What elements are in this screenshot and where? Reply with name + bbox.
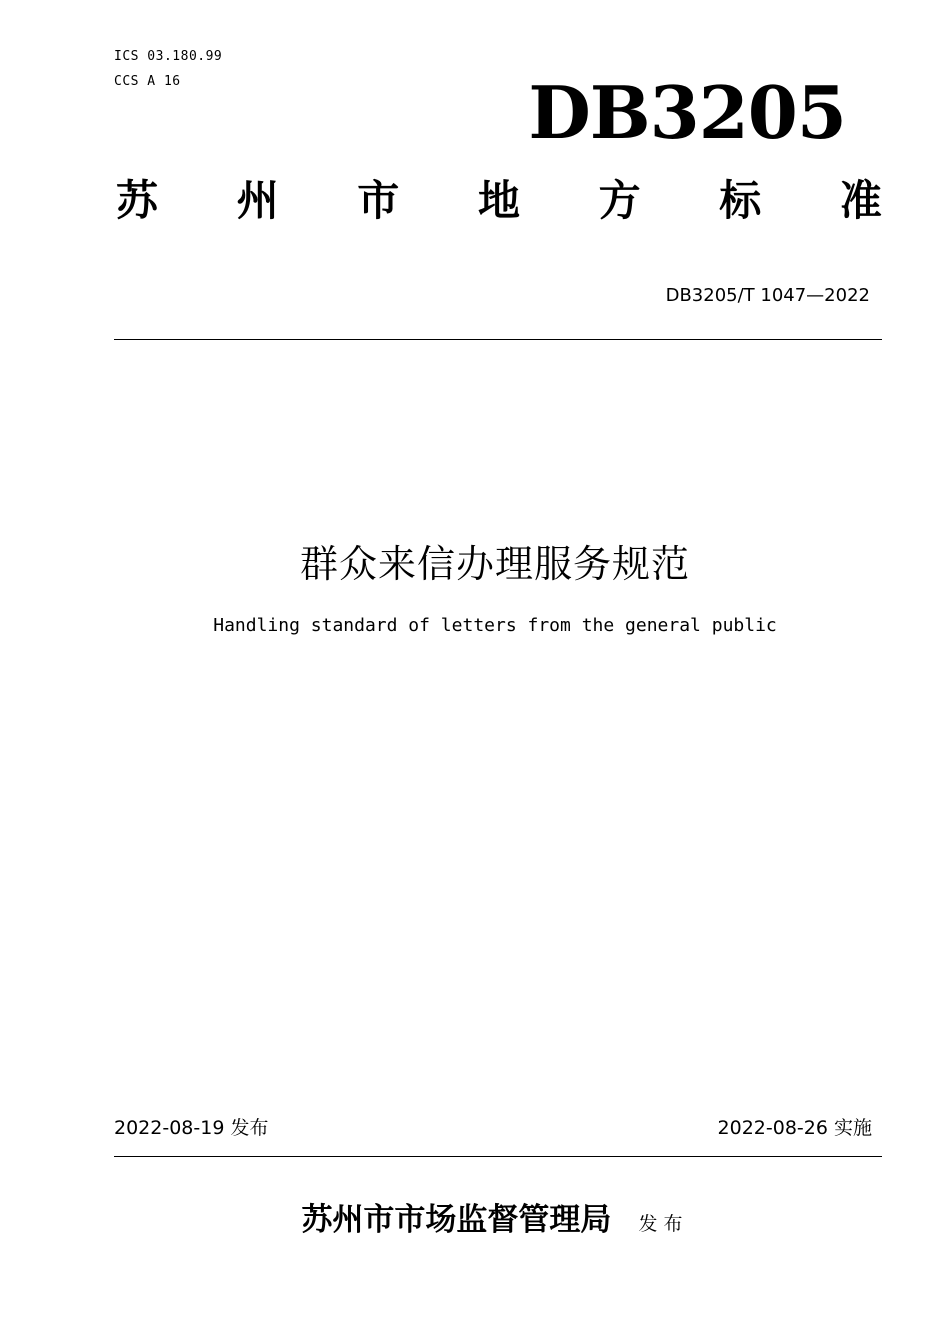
issue-date: 2022-08-19 发布 bbox=[114, 1117, 269, 1139]
standard-number: DB3205/T 1047—2022 bbox=[665, 285, 870, 306]
top-divider bbox=[114, 339, 882, 340]
standard-type-char: 州 bbox=[236, 176, 279, 225]
implementation-date: 2022-08-26 实施 bbox=[717, 1117, 872, 1139]
bottom-divider bbox=[114, 1156, 882, 1157]
standard-code: DB3205 bbox=[528, 70, 846, 155]
standard-type-char: 市 bbox=[357, 176, 400, 225]
standard-type-char: 方 bbox=[598, 176, 641, 225]
standard-type-char: 标 bbox=[719, 176, 762, 225]
issuer-suffix: 发布 bbox=[638, 1213, 689, 1235]
ics-code: ICS 03.180.99 bbox=[114, 49, 223, 64]
ccs-code: CCS A 16 bbox=[114, 74, 181, 89]
standard-type-char: 苏 bbox=[115, 176, 158, 225]
issuer-line bbox=[0, 1196, 950, 1244]
document-title: 群众来信办理服务规范 bbox=[299, 542, 690, 586]
issuer-name: 苏州市市场监督管理局 bbox=[301, 1202, 612, 1238]
document-subtitle-english: Handling standard of letters from the general public bbox=[213, 615, 777, 636]
standard-type bbox=[114, 171, 884, 231]
standard-type-char: 准 bbox=[839, 176, 882, 225]
standard-type-char: 地 bbox=[477, 176, 520, 225]
